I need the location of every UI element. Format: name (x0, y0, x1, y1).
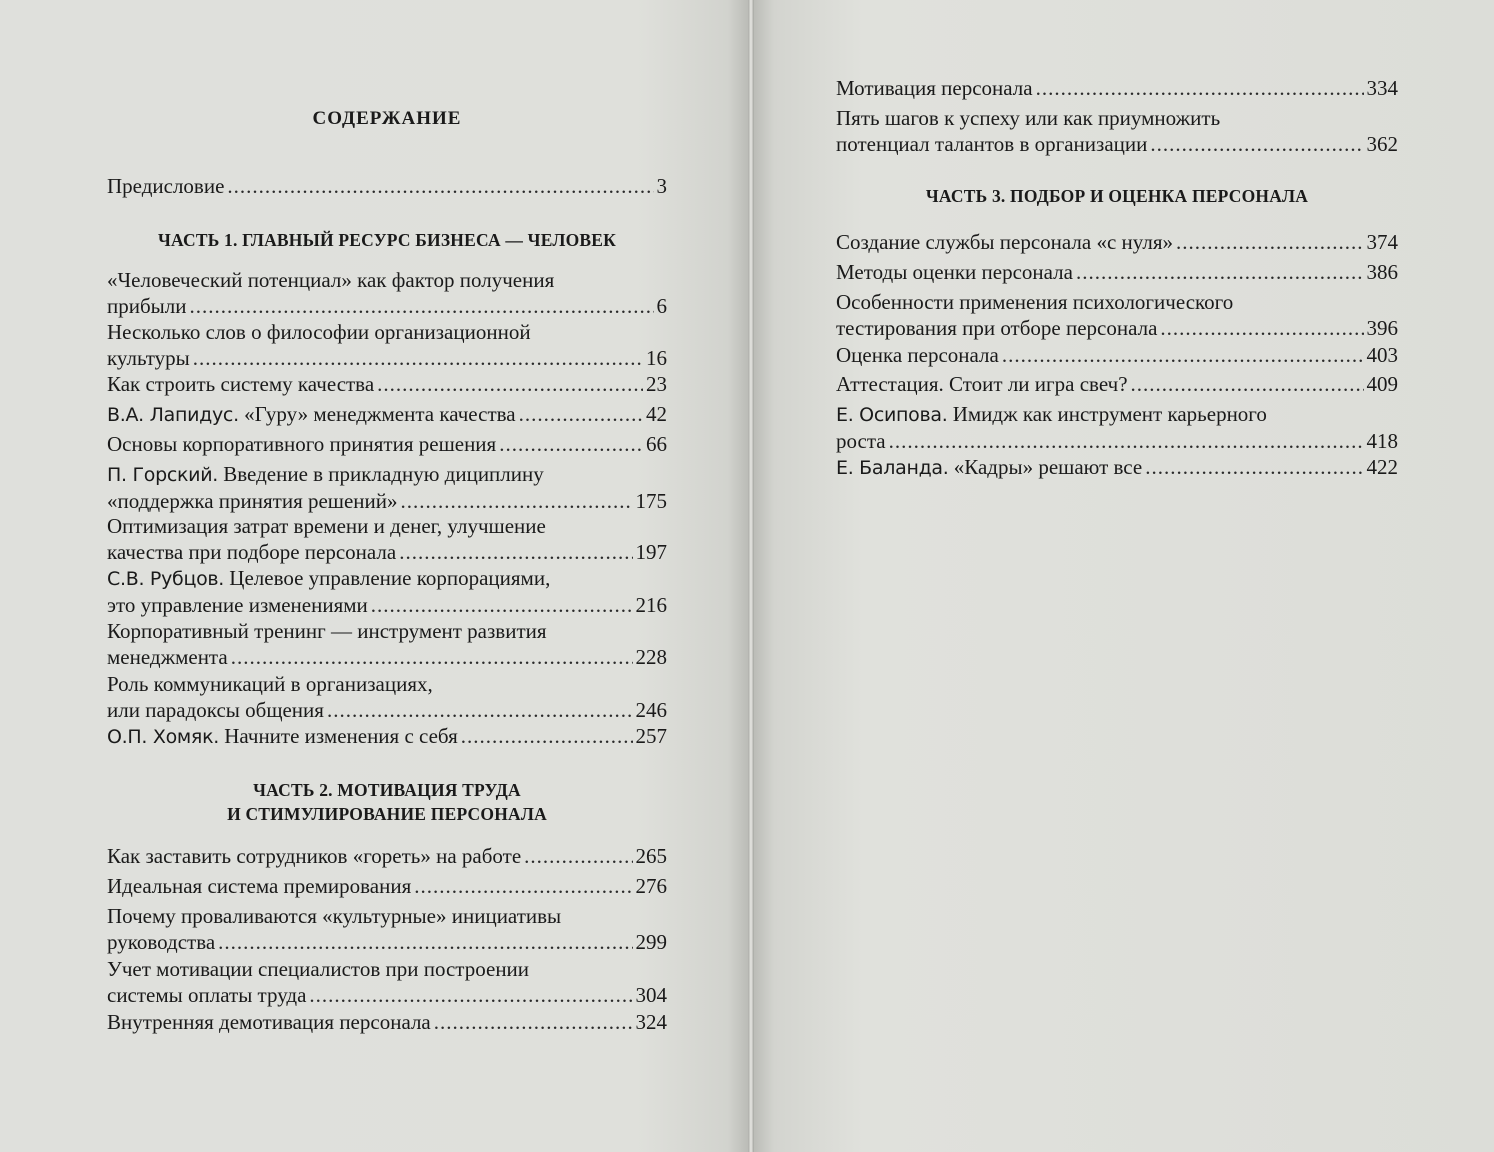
toc-entry (107, 565, 667, 618)
entry-title-line1 (107, 319, 667, 345)
book-spine (748, 0, 754, 1152)
leader-dots (218, 929, 632, 955)
entry-page: 228 (635, 645, 667, 669)
entry-page: 418 (1366, 429, 1398, 453)
entry-title-text: Несколько слов о философии организационной (107, 320, 531, 344)
leader-dots (499, 431, 643, 457)
entry-title-line1 (107, 565, 667, 592)
entry-title (107, 293, 187, 319)
entry-title-text: Методы оценки персонала (836, 260, 1073, 284)
entry-title (836, 315, 1157, 341)
toc-entry (107, 618, 667, 670)
entry-title (107, 345, 190, 371)
toc-entry (107, 371, 667, 397)
entry-title-text: потенциал талантов в организации (836, 132, 1148, 156)
entry-title-line1 (107, 513, 667, 539)
leader-dots (377, 371, 643, 397)
leader-dots (889, 428, 1364, 454)
entry-title (107, 371, 374, 397)
leader-dots (434, 1009, 633, 1035)
leader-dots (190, 293, 654, 319)
entry-page: 422 (1366, 455, 1398, 479)
entry-title-line1 (107, 956, 667, 982)
entry-page: 304 (635, 983, 667, 1007)
entry-row (107, 697, 667, 723)
entry-page: 197 (635, 540, 667, 564)
entry-page: 396 (1366, 316, 1398, 340)
entry-title-text: прибыли (107, 294, 187, 318)
entry-row (107, 723, 667, 750)
toc-entry (836, 454, 1398, 481)
toc-entry (107, 513, 667, 565)
part3-heading: ЧАСТЬ 3. ПОДБОР И ОЦЕНКА ПЕРСОНАЛА (925, 186, 1309, 206)
entry-title (107, 982, 306, 1008)
entry-row (107, 371, 667, 397)
entry-title-text: Создание службы персонала «с нуля» (836, 230, 1173, 254)
toc-entry (107, 671, 667, 723)
leader-dots (1176, 229, 1364, 255)
entry-title-text: качества при подборе персонала (107, 540, 397, 564)
leader-dots (1076, 259, 1364, 285)
entry-page: 257 (635, 724, 667, 748)
toc-entry (836, 371, 1398, 397)
entry-title-text: Основы корпоративного принятия решения (107, 432, 497, 456)
entry-page: 175 (635, 489, 667, 513)
entry-page: 374 (1366, 230, 1398, 254)
toc-title: СОДЕРЖАНИЕ (312, 108, 462, 129)
entry-title: Предисловие (107, 174, 225, 198)
leader-dots (1145, 454, 1363, 480)
entry-title (107, 929, 215, 955)
entry-title-line1 (107, 461, 667, 488)
entry-title-text: «Гуру» менеджмента качества (244, 402, 516, 426)
toc-entry (107, 1009, 667, 1035)
entry-title-text: Особенности применения психологического (836, 290, 1234, 314)
entry-title-text: это управление изменениями (107, 593, 368, 617)
leader-dots (401, 488, 633, 514)
entry-row (836, 75, 1398, 101)
entry-title (836, 131, 1147, 157)
part1-heading: ЧАСТЬ 1. ГЛАВНЫЙ РЕСУРС БИЗНЕСА — ЧЕЛОВЕК (157, 230, 617, 250)
entry-title-text: Мотивация персонала (836, 76, 1033, 100)
toc-entry (107, 956, 667, 1008)
entry-row (107, 539, 667, 565)
entry-page: 6 (656, 294, 667, 318)
entry-title-text: Аттестация. Стоит ли игра свеч? (836, 372, 1128, 396)
entry-title (836, 259, 1073, 285)
entry-page: 409 (1366, 372, 1398, 396)
entry-row (836, 428, 1398, 454)
entry-row (836, 371, 1398, 397)
entry-title (836, 75, 1033, 101)
entry-row (107, 401, 667, 428)
entry-title-text: Внутренняя демотивация персонала (107, 1010, 431, 1034)
entry-row (836, 315, 1398, 341)
entry-row (836, 342, 1398, 368)
entry-row (107, 1009, 667, 1035)
entry-page: 386 (1366, 260, 1398, 284)
entry-page: 16 (646, 346, 667, 370)
toc-entry (107, 319, 667, 371)
leader-dots (1036, 75, 1364, 101)
entry-title-text: Оценка персонала (836, 343, 999, 367)
entry-page: 299 (635, 930, 667, 954)
part2-heading-line1: ЧАСТЬ 2. МОТИВАЦИЯ ТРУДА (253, 780, 521, 800)
entry-title-text: «поддержка принятия решений» (107, 489, 398, 513)
entry-title-text: тестирования при отборе персонала (836, 316, 1158, 340)
part2-heading (107, 778, 667, 826)
entry-title-text: Пять шагов к успеху или как приумножить (836, 106, 1221, 130)
entry-row (107, 592, 667, 618)
entry-author: В.А. Лапидус. (107, 404, 239, 426)
toc-entry (836, 75, 1398, 101)
entry-title-text: Оптимизация затрат времени и денег, улучшение (107, 514, 546, 538)
entry-row (836, 454, 1398, 481)
entry-author: Е. Баланда. (836, 457, 949, 479)
entry-title-text: Почему проваливаются «культурные» инициативы (107, 904, 562, 928)
entry-page: 324 (635, 1010, 667, 1034)
entry-title-text: Как строить систему качества (107, 372, 375, 396)
toc-entry (107, 723, 667, 750)
entry-title (836, 229, 1173, 255)
entry-title-text: «Кадры» решают все (953, 455, 1143, 479)
leader-dots (309, 982, 632, 1008)
entry-title-line1 (836, 289, 1398, 315)
entry-title-text: руководства (107, 930, 216, 954)
entry-title-text: системы оплаты труда (107, 983, 307, 1007)
toc-entry (836, 401, 1398, 454)
entry-title (107, 401, 516, 428)
entry-title-text: культуры (107, 346, 190, 370)
leader-dots (399, 539, 632, 565)
entry-title-text: роста (836, 429, 886, 453)
leader-dots (461, 723, 633, 749)
toc-entry (107, 903, 667, 955)
entry-title (107, 539, 396, 565)
leader-dots (1131, 371, 1364, 397)
entry-page: 334 (1366, 76, 1398, 100)
toc-entry (107, 401, 667, 428)
entry-row (107, 843, 667, 869)
leader-dots (193, 345, 643, 371)
entry-row (836, 229, 1398, 255)
leader-dots (1160, 315, 1363, 341)
entry-title-text: Роль коммуникаций в организациях, (107, 672, 433, 696)
entry-page: 362 (1366, 132, 1398, 156)
toc-entry (107, 873, 667, 899)
entry-title-line1 (107, 903, 667, 929)
entry-page: 276 (635, 874, 667, 898)
entry-page: 246 (635, 698, 667, 722)
entry-title-text: «Человеческий потенциал» как фактор получения (107, 268, 555, 292)
entry-page: 42 (646, 402, 667, 426)
leader-dots (414, 873, 632, 899)
entry-page: 3 (656, 174, 667, 198)
entry-title (107, 843, 521, 869)
toc-entry (836, 259, 1398, 285)
entry-title-text: Начните изменения с себя (224, 724, 458, 748)
leader-dots (227, 173, 653, 199)
toc-entry (107, 267, 667, 319)
entry-row (107, 982, 667, 1008)
entry-row (107, 293, 667, 319)
entry-title (107, 723, 458, 750)
entry-title-line1 (836, 105, 1398, 131)
entry-row (107, 644, 667, 670)
entry-title (107, 697, 324, 723)
entry-row (107, 488, 667, 514)
entry-page: 66 (646, 432, 667, 456)
entry-title-text: Учет мотивации специалистов при построении (107, 957, 530, 981)
entry-title-text: Имидж как инструмент карьерного (952, 402, 1267, 426)
entry-title-line1 (107, 267, 667, 293)
entry-row (107, 929, 667, 955)
entry-title (836, 428, 886, 454)
entry-author: С.В. Рубцов. (107, 568, 225, 590)
entry-row (107, 873, 667, 899)
entry-page: 216 (635, 593, 667, 617)
part2-heading-line2: И СТИМУЛИРОВАНИЕ ПЕРСОНАЛА (227, 804, 547, 824)
entry-row (836, 259, 1398, 285)
leader-dots (371, 592, 633, 618)
toc-entry (836, 105, 1398, 157)
entry-title (836, 342, 999, 368)
toc-entry (107, 843, 667, 869)
leader-dots (1002, 342, 1364, 368)
toc-entry (836, 229, 1398, 255)
entry-title (107, 644, 228, 670)
entry-title-text: или парадоксы общения (107, 698, 324, 722)
entry-author: П. Горский. (107, 464, 218, 486)
entry-row (836, 131, 1398, 157)
entry-title (836, 371, 1128, 397)
entry-author: О.П. Хомяк. (107, 726, 219, 748)
entry-row (107, 431, 667, 457)
entry-title (107, 1009, 431, 1035)
entry-page: 403 (1366, 343, 1398, 367)
entry-title (836, 454, 1142, 481)
entry-title-text: Корпоративный тренинг — инструмент развития (107, 619, 547, 643)
entry-row (107, 345, 667, 371)
leader-dots (524, 843, 632, 869)
entry-title-line1 (836, 401, 1398, 428)
entry-title (107, 488, 398, 514)
entry-title (107, 431, 496, 457)
entry-title-text: Как заставить сотрудников «гореть» на работе (107, 844, 522, 868)
toc-entry (107, 431, 667, 457)
leader-dots (231, 644, 633, 670)
right-page (752, 0, 1494, 1152)
toc-entry (836, 289, 1398, 341)
entry-title-text: Введение в прикладную дициплину (223, 462, 544, 486)
entry-title-line1 (107, 618, 667, 644)
leader-dots (327, 697, 633, 723)
entry-page: 23 (646, 372, 667, 396)
entry-title (107, 873, 411, 899)
toc-entry (836, 342, 1398, 368)
entry-page: 265 (635, 844, 667, 868)
leader-dots (1150, 131, 1363, 157)
entry-author: Е. Осипова. (836, 404, 948, 426)
entry-title-text: менеджмента (107, 645, 228, 669)
toc-entry (107, 461, 667, 514)
leader-dots (519, 401, 643, 427)
entry-title-line1 (107, 671, 667, 697)
entry-title-text: Целевое управление корпорациями, (229, 566, 551, 590)
entry-title-text: Идеальная система премирования (107, 874, 412, 898)
entry-title (107, 592, 368, 618)
